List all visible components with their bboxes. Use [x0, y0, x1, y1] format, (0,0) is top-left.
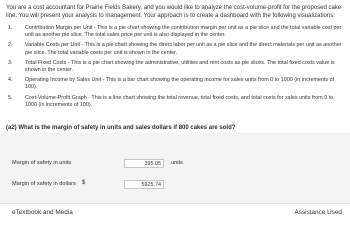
question-text: (a2) What is the margin of safety in units and sales dollars if 800 cakes are sold?: [6, 125, 236, 131]
intro-paragraph: You are a cost accountant for Prairie Fields Bakery, and you would like to analyze the cost-volume-profit for the proposed cake line. You will present your analysis to management. Your approach is to create a dashboard with the following visualizations:: [6, 5, 342, 19]
list-item-number: 4.: [8, 77, 13, 84]
etextbook-link[interactable]: eTextbook and Media: [12, 209, 73, 216]
units-suffix: units: [171, 160, 183, 166]
list-item-text: Variable Costs per Unit - This is a pie chart showing the direct labor per unit as a pie slice and the direct materials per unit as another pie slice. The total variable costs per unit is shown in the center.: [25, 42, 342, 56]
assistance-used-label: Assistance Used: [294, 209, 342, 216]
list-item-text: Operating Income by Sales Unit - This is a bar chart showing the operating income for sales units from 0 to 1000 (in increments of 100).: [25, 77, 335, 91]
list-item-text: Cost-Volume-Profit Graph - This is a line chart showing the total revenue, total fixed costs, and total costs for sales units from 0 to 1000 (in increments of 100).: [25, 94, 334, 108]
list-item: [6, 77, 346, 91]
footer-bar: [0, 203, 350, 221]
list-item: [6, 25, 346, 39]
list-item: [6, 42, 346, 56]
list-item-number: 3.: [8, 59, 13, 66]
list-item-text: Total Fixed Costs - This is a pie chart showing the administrative, utilities and rent costs as pie slices. The total fixed costs value is shown in the center.: [25, 59, 335, 74]
list-item: [6, 95, 346, 109]
margin-dollars-label: Margin of safety in dollars: [12, 181, 76, 187]
list-item-number: 5.: [8, 94, 13, 101]
margin-units-label: Margin of safety in units: [12, 160, 72, 166]
margin-dollars-input[interactable]: [124, 180, 164, 189]
list-item: [6, 60, 346, 74]
list-item-number: 1.: [8, 25, 13, 31]
list-item-number: 2.: [8, 42, 13, 49]
dollar-sign: $: [82, 180, 86, 186]
answer-panel: [0, 133, 350, 203]
list-item-text: Contribution Margin per Unit - This is a pie chart showing the contribution margin per unit as a pie slice and the total variable cost per unit as another pie slice. The total sales price per unit is also displayed in the center.: [25, 25, 342, 39]
margin-units-input[interactable]: [124, 159, 164, 168]
visualization-list: [6, 25, 346, 109]
